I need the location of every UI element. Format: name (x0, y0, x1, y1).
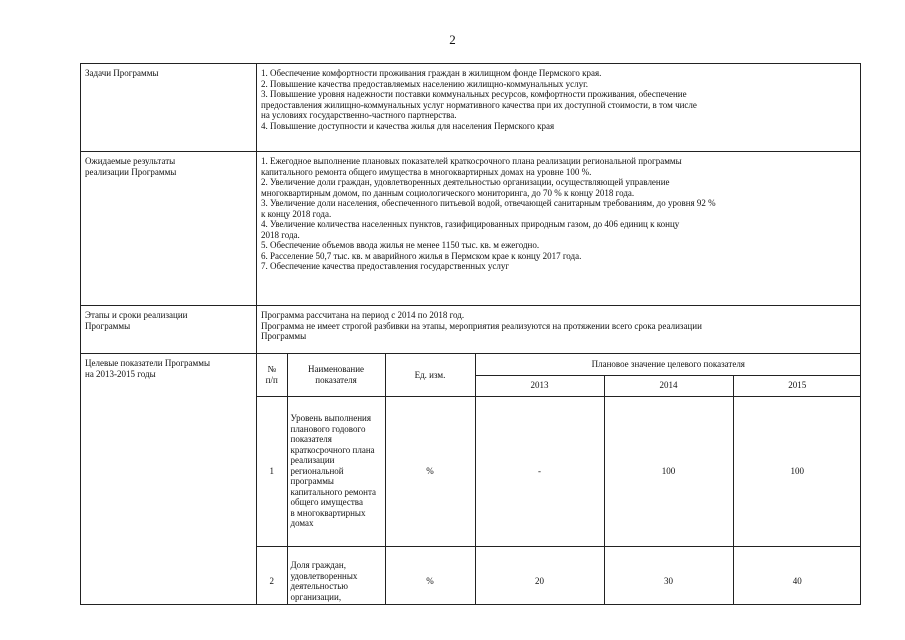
text-line: капитального ремонта общего имущества в многоквартирных домах на уровне 100 %. (261, 166, 592, 177)
tasks-row (81, 64, 861, 152)
name-line: в многоквартирных (290, 507, 366, 518)
name-line: региональной (290, 465, 344, 476)
targets-row (81, 354, 861, 605)
text-line: 5. Обеспечение объемов ввода жилья не менее 1150 тыс. кв. м ежегодно. (261, 240, 540, 250)
results-content (257, 152, 861, 306)
text-line: 6. Расселение 50,7 тыс. кв. м аварийного жилья в Пермском крае к концу 2017 года. (261, 250, 582, 261)
name-line: Уровень выполнения (290, 413, 372, 424)
results-label (81, 152, 257, 306)
targets-label (81, 354, 257, 605)
name-line: реализации (290, 455, 335, 466)
header-line: показателя (315, 374, 357, 385)
col-header-year: 2014 (604, 375, 733, 396)
table-row (257, 396, 860, 546)
row-name (287, 396, 385, 546)
text-line: многоквартирным домом, по данным социологического мониторинга, до 70 % к концу 2018 года. (261, 187, 635, 198)
row-value: 100 (733, 396, 860, 546)
stages-row (81, 306, 861, 354)
text-line: 2018 года. (261, 229, 300, 240)
label-line: реализации Программы (85, 166, 177, 177)
name-line: организации, (290, 591, 342, 602)
col-header-unit: Ед. изм. (385, 354, 475, 396)
row-unit: % (385, 396, 475, 546)
col-header-year: 2015 (733, 375, 860, 396)
text-line: к концу 2018 года. (261, 208, 332, 219)
tasks-label: Задачи Программы (81, 64, 257, 152)
row-value: - (475, 396, 604, 546)
text-line: Программы (261, 331, 307, 341)
name-line: Доля граждан, (290, 560, 346, 571)
row-unit: % (385, 546, 475, 604)
col-header-num (257, 354, 287, 396)
page-number: 2 (449, 32, 456, 47)
label-line: Программы (85, 320, 131, 331)
tasks-content (257, 64, 861, 152)
label-line: Целевые показатели Программы (85, 358, 210, 368)
header-line: № (267, 364, 277, 375)
name-line: краткосрочного плана (290, 444, 375, 455)
row-num: 1 (257, 396, 287, 546)
text-line: Программа рассчитана на период с 2014 по 2018 год. (261, 310, 465, 320)
text-line: 2. Увеличение доли граждан, удовлетворенных деятельностью организации, осуществляющей управление (261, 177, 670, 187)
name-line: планового годового (290, 423, 366, 434)
table-row (257, 546, 860, 604)
stages-content (257, 306, 861, 354)
header-line: п/п (265, 374, 278, 385)
results-row (81, 152, 861, 306)
name-line: деятельностью (290, 581, 349, 592)
name-line: удовлетворенных (290, 570, 358, 581)
col-header-name (287, 354, 385, 396)
text-line: 4. Повышение доступности и качества жилья для населения Пермского края (261, 120, 555, 131)
col-header-year: 2013 (475, 375, 604, 396)
label-line: на 2013-2015 годы (85, 368, 156, 379)
text-line: 3. Увеличение доли населения, обеспеченного питьевой водой, отвечающей санитарным требованиям, до уровня 92 % (261, 198, 716, 208)
name-line: программы (290, 476, 334, 487)
header-row (257, 354, 860, 375)
row-num: 2 (257, 546, 287, 604)
row-value: 30 (604, 546, 733, 604)
name-line: показателя (290, 434, 332, 445)
text-line: предоставления жилищно-коммунальных услуг нормативного качества при их доступной стоимости, в том числе (261, 99, 697, 110)
row-value: 20 (475, 546, 604, 604)
text-line: 7. Обеспечение качества предоставления государственных услуг (261, 261, 510, 271)
text-line: на условиях государственно-частного партнерства. (261, 110, 457, 120)
targets-table (257, 354, 860, 604)
program-passport-table (80, 63, 861, 605)
header-line: Наименование (307, 364, 365, 375)
row-name (287, 546, 385, 604)
text-line: 2. Повышение качества предоставляемых населению жилищно-коммунальных услуг. (261, 78, 589, 89)
text-line: 1. Обеспечение комфортности проживания граждан в жилищном фонде Пермского края. (261, 68, 602, 78)
col-header-planned: Плановое значение целевого показателя (475, 354, 860, 375)
name-line: капитального ремонта (290, 486, 377, 497)
label-line: Ожидаемые результаты (85, 156, 176, 166)
row-value: 100 (604, 396, 733, 546)
name-line: общего имущества (290, 497, 363, 508)
text-line: 4. Увеличение количества населенных пунктов, газифицированных природным газом, до 406 единиц к концу (261, 219, 680, 229)
targets-clip (257, 354, 860, 604)
text-line: 3. Повышение уровня надежности поставки коммунальных ресурсов, комфортности проживания, обеспечение (261, 89, 687, 99)
text-line: Программа не имеет строгой разбивки на этапы, мероприятия реализуются на протяжении всего срока реализации (261, 320, 702, 331)
label-line: Этапы и сроки реализации (85, 310, 188, 320)
stages-label (81, 306, 257, 354)
name-line: домах (290, 518, 314, 529)
row-value: 40 (733, 546, 860, 604)
targets-content (257, 354, 861, 605)
text-line: 1. Ежегодное выполнение плановых показателей краткосрочного плана реализации региональной программы (261, 156, 682, 166)
